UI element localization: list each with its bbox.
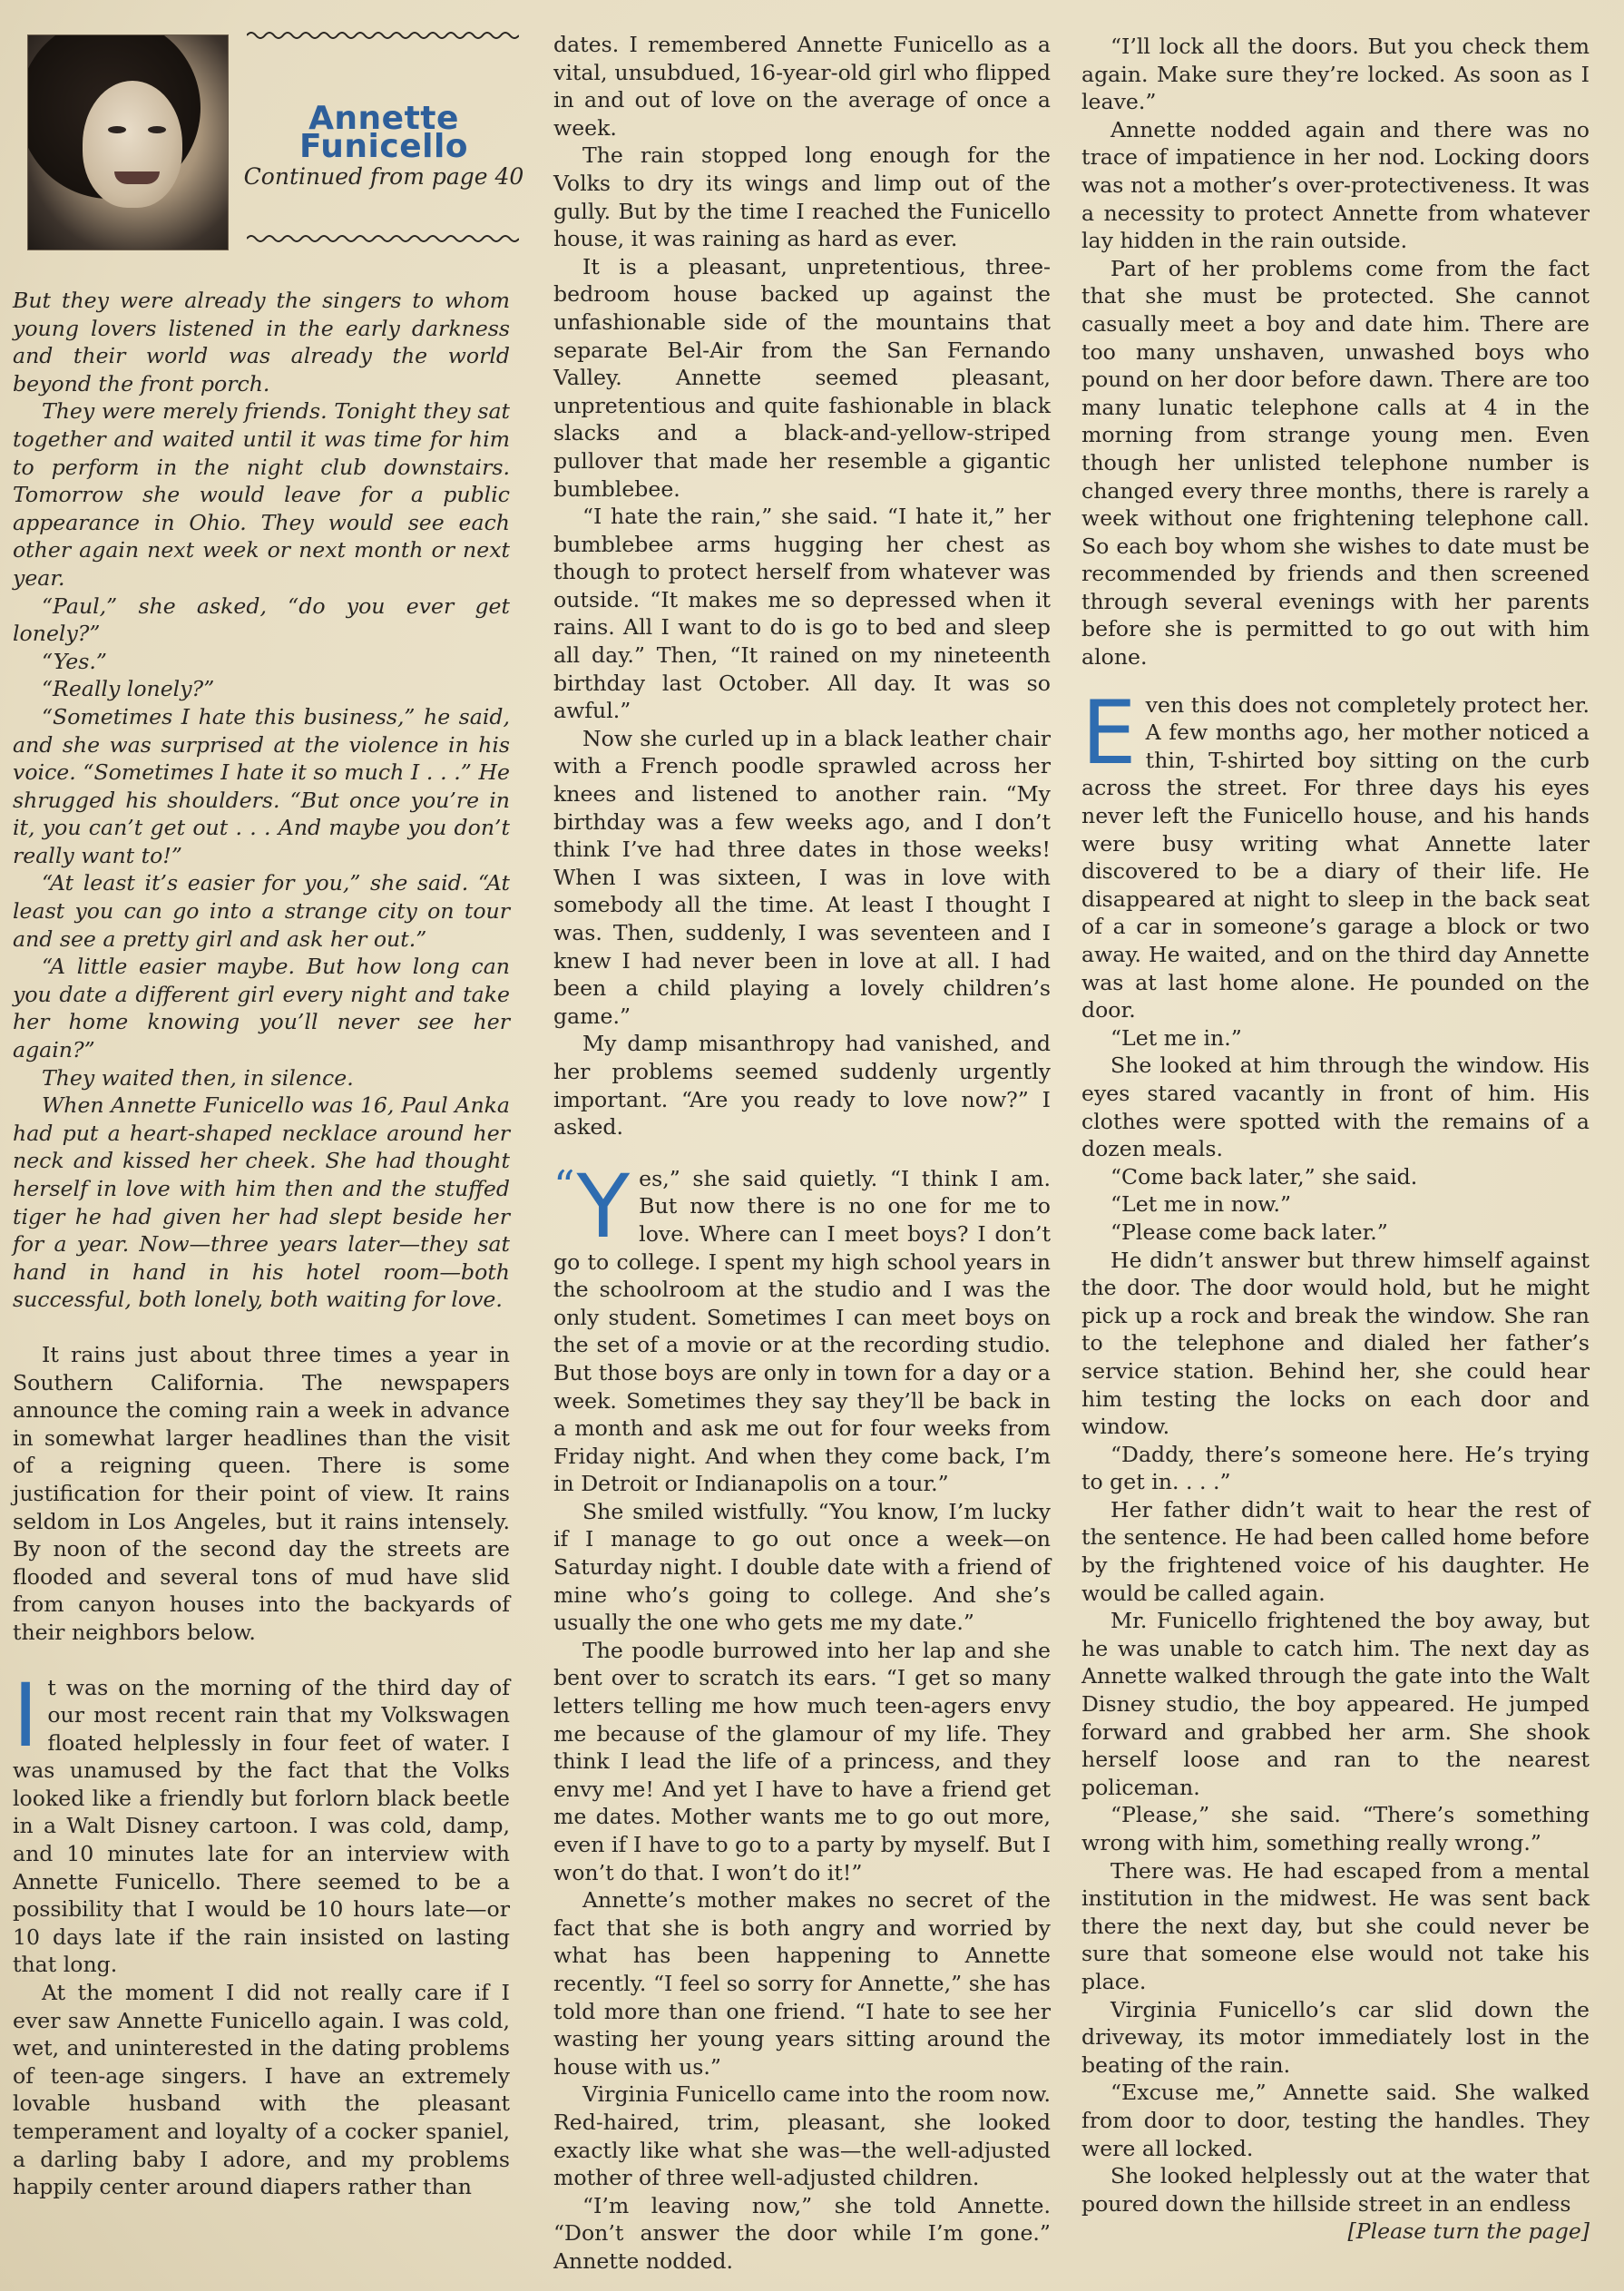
paragraph: “A little easier maybe. But how long can you date a different girl every night and take her home knowing you’ll never see her again?” — [13, 954, 510, 1063]
drop-cap: E — [1081, 681, 1137, 784]
paragraph: “Paul,” she asked, “do you ever get lonely?” — [13, 592, 510, 647]
paragraph: But they were already the singers to whom young lovers listened in the early darkness and their world was already the world beyond the front porch. — [13, 288, 510, 397]
article-header — [13, 27, 524, 254]
dropcap-paragraph: “ Y es,” she said quietly. “I think I am. But now there is no one for me to love. Where can I meet boys? I don’t go to college. I spent my high school years in the schoolroom at the studio and I was the only student. Sometimes I can meet boys on the set of a movie or at the recording studio. But those boys are only in town for a day or a week. Sometimes they say they’ll be back in a month and ask me out for four weeks from Friday night. And when they come back, I’m in Detroit or Indianapolis on a tour.” — [553, 1155, 1051, 1497]
paragraph: Now she curled up in a black leather chair with a French poodle sprawled across her knees and listened to another rain. “My birthday was a few weeks ago, and I don’t think I’ve had three dates in those weeks! When I was sixteen, I was in love with somebody all the time. At least I thought I was. Then, suddenly, I was seventeen and I knew I had never been in love at all. I had been a child playing a lovely children’s game.” — [553, 725, 1051, 1029]
paragraph: Virginia Funicello came into the room now. Red-haired, trim, pleasant, she looked exactly like what she was—the well-adjusted mother of three well-adjusted children. — [553, 2081, 1051, 2191]
paragraph: “Let me in.” — [1110, 1024, 1242, 1051]
paragraph: “At least it’s easier for you,” she said. “At least you can go into a strange city on tour and see a pretty girl and ask her out.” — [13, 870, 510, 952]
column-3 — [1081, 33, 1590, 2246]
paragraph: They waited then, in silence. — [42, 1064, 354, 1091]
drop-cap: I — [13, 1664, 39, 1767]
paragraph: She looked helplessly out at the water that poured down the hillside street in an endless — [1081, 2163, 1590, 2217]
continue-note: [Please turn the page] — [1347, 2218, 1590, 2245]
paragraph: “I hate the rain,” she said. “I hate it,” her bumblebee arms hugging her chest as though to protect herself from whatever was outside. “It makes me so depressed when it rains. All I want to do is go to bed and sleep all day.” Then, “It rained on my nineteenth birthday last October. All day. It was so awful.” — [553, 504, 1051, 724]
column-1 — [13, 27, 524, 2201]
paragraph: “I’ll lock all the doors. But you check them again. Make sure they’re locked. As soon as I leave.” — [1081, 34, 1590, 115]
wavy-rule-bottom — [247, 232, 519, 245]
paragraph: “Yes.” — [42, 648, 107, 674]
portrait-photo — [27, 34, 229, 250]
paragraph: “Excuse me,” Annette said. She walked from door to door, testing the handles. They were all locked. — [1081, 2080, 1590, 2161]
paragraph: She looked at him through the window. His eyes stared vacantly in front of him. His clothes were spotted with the remains of a dozen meals. — [1081, 1052, 1590, 1162]
paragraph: “Let me in now.” — [1110, 1191, 1292, 1218]
paragraph: “Please,” she said. “There’s something wrong with him, something really wrong.” — [1081, 1802, 1590, 1855]
drop-cap: Y — [576, 1155, 631, 1258]
paragraph: My damp misanthropy had vanished, and her problems seemed suddenly urgently important. “Are you ready to love now?” I asked. — [553, 1031, 1051, 1141]
paragraph: It rains just about three times a year in Southern California. The newspapers announce the coming rain a week in advance in somewhat larger headlines than the visit of a reigning queen. There is some justification for their point of view. It rains seldom in Los Angeles, but it rains intensely. By noon of the second day the streets are flooded and several tons of mud have slid from canyon houses into the backyards of their neighbors below. — [13, 1341, 510, 1645]
paragraph: Her father didn’t wait to hear the rest of the sentence. He had been called home before by the frightened voice of his daughter. He would be called again. — [1081, 1496, 1590, 1606]
drop-quote: “ — [553, 1160, 575, 1210]
wavy-rule-top — [247, 29, 519, 42]
dropcap-paragraph: It was on the morning of the third day of our most recent rain that my Volkswagen floated helplessly in four feet of water. I was unamused by the fact that the Volks looked like a friendly but forlorn black beetle in a Walt Disney cartoon. I was cold, damp, and 10 minutes late for an interview with Annette Funicello. There seemed to be a possibility that I would be 10 hours late—or 10 days late if the rain insisted on lasting that long. — [13, 1664, 510, 1978]
paragraph: “I’m leaving now,” she told Annette. “Don’t answer the door while I’m gone.” Annette nodded. — [553, 2192, 1051, 2274]
dropcap-paragraph: Even this does not completely protect her. A few months ago, her mother noticed a thin, T-shirted boy sitting on the curb across the street. For three days his eyes never left the Funicello house, and his hands were busy writing what Annette later discovered to be a diary of their life. He disappeared at night to sleep in the back seat of a car in someone’s garage a block or two away. He waited, and on the third day Annette was at last home alone. He pounded on the door. — [1081, 681, 1590, 1023]
paragraph: The poodle burrowed into her lap and she bent over to scratch its ears. “I get so many letters telling me how much teen-agers envy me because of the glamour of my life. They think I lead the life of a princess, and they envy me! And yet I have to have a friend get me dates. Mother wants me to go out more, even if I have to go to a party by myself. But I won’t do that. I won’t do it!” — [553, 1637, 1051, 1885]
paragraph: “Really lonely?” — [42, 676, 215, 702]
paragraph: “Please come back later.” — [1110, 1219, 1388, 1245]
italic-section — [13, 287, 510, 1314]
paragraph: He didn’t answer but threw himself against the door. The door would hold, but he might pick up a rock and break the window. She ran to the telephone and dialed her father’s service station. Behind her, she could hear him testing the locks on each door and window. — [1081, 1247, 1590, 1440]
paragraph: At the moment I did not really care if I ever saw Annette Funicello again. I was cold, wet, and uninterested in the dating problems of teen-age singers. I have an extremely lovable husband with the pleasant temperament and loyalty of a cocker spaniel, a darling baby I adore, and my problems happily center around diapers rather than — [13, 1980, 510, 2200]
paragraph: It is a pleasant, unpretentious, three-bedroom house backed up against the unfashionable side of the mountains that separate Bel-Air from the San Fernando Valley. Annette seemed pleasant, unpretentious and quite fashionable in black slacks and a black-and-yellow-striped pullover that made her resemble a gigantic bumblebee. — [553, 253, 1051, 502]
paragraph: When Annette Funicello was 16, Paul Anka had put a heart-shaped necklace around her neck and kissed her cheek. She had thought herself in love with him then and the stuffed tiger he had given her had slept beside her for a year. Now—three years later—they sat hand in hand in his hotel room—both successful, both lonely, both waiting for love. — [13, 1092, 510, 1313]
paragraph: “Daddy, there’s someone here. He’s trying to get in. . . .” — [1081, 1441, 1590, 1495]
continued-from: Continued from page 40 — [243, 163, 524, 190]
paragraph: Virginia Funicello’s car slid down the driveway, its motor immediately lost in the beating of the rain. — [1081, 1996, 1590, 2078]
paragraph: Part of her problems come from the fact that she must be protected. She cannot casually meet a boy and date him. There are too many unshaven, unwashed boys who pound on her door before dawn. There are too many lunatic telephone calls at 4 in the morning from strange young men. Even though her unlisted telephone number is changed every three months, there is rarely a week without one frightening telephone call. So each boy whom she wishes to date must be recommended by friends and then screened through several evenings with her parents before she is permitted to go out with him alone. — [1081, 255, 1590, 671]
column-2 — [553, 31, 1051, 2276]
article-title: Annette Funicello — [298, 100, 469, 165]
paragraph: Mr. Funicello frightened the boy away, but he was unable to catch him. The next day as Annette walked through the gate into the Walt Disney studio, the boy appeared. He jumped forward and grabbed her arm. She shook herself loose and ran to the nearest policeman. — [1081, 1608, 1590, 1800]
paragraph: Annette’s mother makes no secret of the fact that she is both angry and worried by what has been happening to Annette recently. “I feel so sorry for Annette,” she has told more than one friend. “I hate to see her wasting her young years sitting around the house with us.” — [553, 1887, 1051, 2080]
paragraph: “Sometimes I hate this business,” he said, and she was surprised at the violence in his voice. “Sometimes I hate it so much I . . .” He shrugged his shoulders. “But once you’re in it, you can’t get out . . . And maybe you don’t really want to!” — [13, 703, 510, 868]
paragraph: dates. I remembered Annette Funicello as a vital, unsubdued, 16-year-old girl who flipped in and out of love on the average of once a week. — [553, 32, 1051, 141]
paragraph: “Come back later,” she said. — [1110, 1163, 1418, 1190]
paragraph: The rain stopped long enough for the Volks to dry its wings and limp out of the gully. But by the time I reached the Funicello house, it was raining as hard as ever. — [553, 142, 1051, 252]
paragraph: They were merely friends. Tonight they sat together and waited until it was time for him to perform in the night club downstairs. Tomorrow she would leave for a public appearance in Ohio. They would see each other again next week or next month or next year. — [13, 398, 510, 591]
paragraph: She smiled wistfully. “You know, I’m lucky if I manage to go out once a week—on Saturday night. I double date with a friend of mine who’s going to college. And she’s usually the one who gets me my date.” — [553, 1498, 1051, 1636]
paragraph: Annette nodded again and there was no trace of impatience in her nod. Locking doors was not a mother’s over-protectiveness. It was a necessity to protect Annette from whatever lay hidden in the rain outside. — [1081, 116, 1590, 254]
paragraph: There was. He had escaped from a mental institution in the midwest. He was sent back there the next day, but she could never be sure that someone else would not take his place. — [1081, 1857, 1590, 1994]
